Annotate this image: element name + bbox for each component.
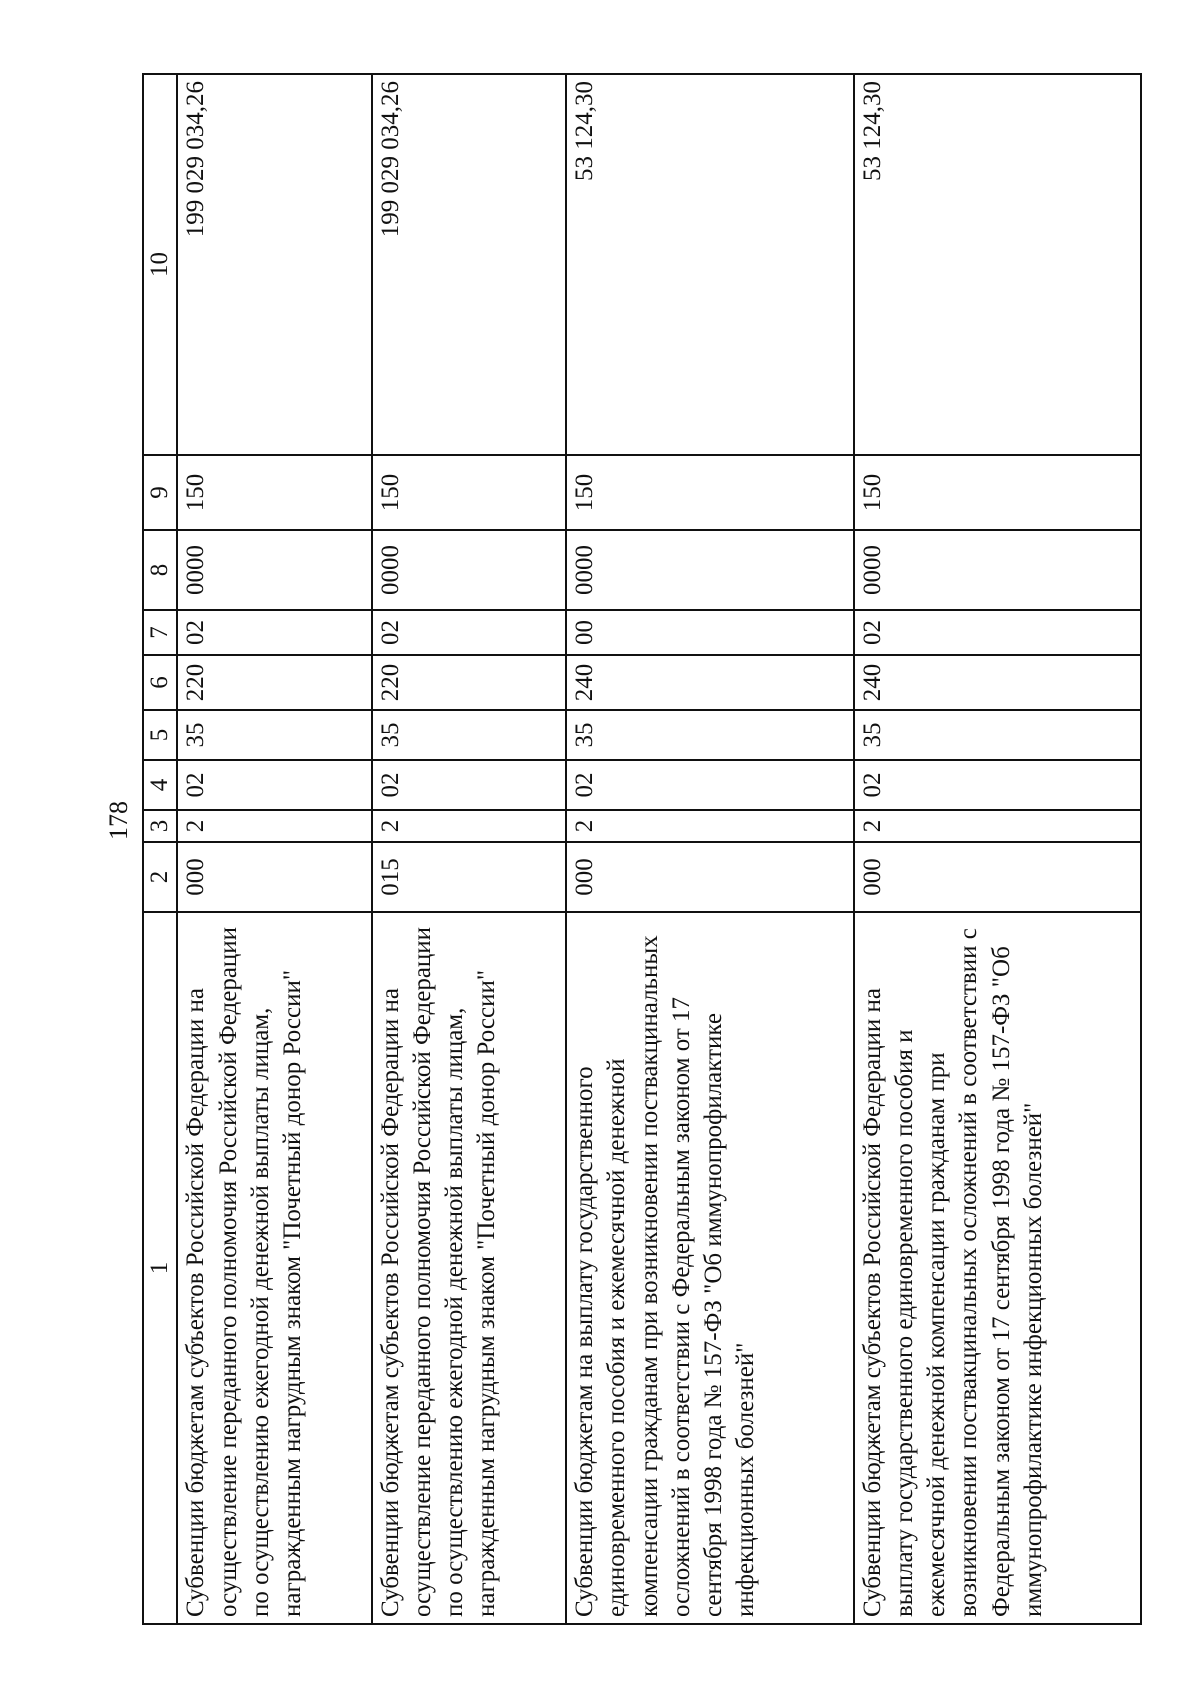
code-cell: 015 — [372, 842, 566, 912]
code-cell: 0000 — [854, 530, 1141, 610]
header-cell: 2 — [143, 842, 177, 912]
budget-table — [142, 73, 1142, 1625]
code-cell: 220 — [372, 655, 566, 710]
code-cell: 150 — [372, 455, 566, 530]
amount-cell: 199 029 034,26 — [372, 74, 566, 455]
code-cell: 0000 — [566, 530, 853, 610]
code-cell: 00 — [566, 610, 853, 655]
table-row — [372, 74, 566, 1624]
header-cell: 7 — [143, 610, 177, 655]
header-cell: 10 — [143, 74, 177, 455]
code-cell: 000 — [854, 842, 1141, 912]
code-cell: 240 — [566, 655, 853, 710]
header-cell: 8 — [143, 530, 177, 610]
code-cell: 2 — [372, 810, 566, 842]
row-description: Субвенции бюджетам субъектов Российской Федерации на осуществление переданного полномочия Российской Федерации по осуществлению ежегодной денежной выплаты лицам, награжденным нагрудным знаком "Почетный донор России" — [177, 912, 371, 1624]
header-cell: 5 — [143, 710, 177, 760]
code-cell: 2 — [177, 810, 371, 842]
header-cell: 3 — [143, 810, 177, 842]
row-description: Субвенции бюджетам субъектов Российской Федерации на выплату государственного единовременного пособия и ежемесячной денежной компенсации гражданам при возникновении поствакцинальных осложнений в соответствии с Федеральным законом от 17 сентября 1998 года № 157-ФЗ "Об иммунопрофилактике инфекционных болезней" — [854, 912, 1141, 1624]
amount-cell: 53 124,30 — [854, 74, 1141, 455]
table-header-row — [143, 74, 177, 1624]
code-cell: 02 — [177, 760, 371, 810]
code-cell: 0000 — [372, 530, 566, 610]
header-cell: 4 — [143, 760, 177, 810]
code-cell: 02 — [177, 610, 371, 655]
code-cell: 02 — [854, 610, 1141, 655]
code-cell: 2 — [566, 810, 853, 842]
code-cell: 150 — [566, 455, 853, 530]
row-description: Субвенции бюджетам на выплату государственного единовременного пособия и ежемесячной денежной компенсации гражданам при возникновении поствакцинальных осложнений в соответствии с Федеральным законом от 17 сентября 1998 года № 157-ФЗ "Об иммунопрофилактике инфекционных болезней" — [566, 912, 853, 1624]
code-cell: 0000 — [177, 530, 371, 610]
code-cell: 000 — [566, 842, 853, 912]
code-cell: 35 — [177, 710, 371, 760]
row-description: Субвенции бюджетам субъектов Российской Федерации на осуществление переданного полномочия Российской Федерации по осуществлению ежегодной денежной выплаты лицам, награжденным нагрудным знаком "Почетный донор России" — [372, 912, 566, 1624]
code-cell: 2 — [854, 810, 1141, 842]
code-cell: 150 — [177, 455, 371, 530]
header-cell: 1 — [143, 912, 177, 1624]
table-row — [854, 74, 1141, 1624]
code-cell: 000 — [177, 842, 371, 912]
header-cell: 9 — [143, 455, 177, 530]
table-row — [566, 74, 853, 1624]
code-cell: 02 — [372, 760, 566, 810]
amount-cell: 199 029 034,26 — [177, 74, 371, 455]
code-cell: 02 — [372, 610, 566, 655]
code-cell: 220 — [177, 655, 371, 710]
code-cell: 35 — [372, 710, 566, 760]
code-cell: 35 — [854, 710, 1141, 760]
code-cell: 02 — [566, 760, 853, 810]
rotated-table-container — [142, 75, 1142, 1625]
code-cell: 240 — [854, 655, 1141, 710]
page-number: 178 — [104, 801, 133, 840]
code-cell: 02 — [854, 760, 1141, 810]
amount-cell: 53 124,30 — [566, 74, 853, 455]
header-cell: 6 — [143, 655, 177, 710]
code-cell: 35 — [566, 710, 853, 760]
table-row — [177, 74, 371, 1624]
code-cell: 150 — [854, 455, 1141, 530]
